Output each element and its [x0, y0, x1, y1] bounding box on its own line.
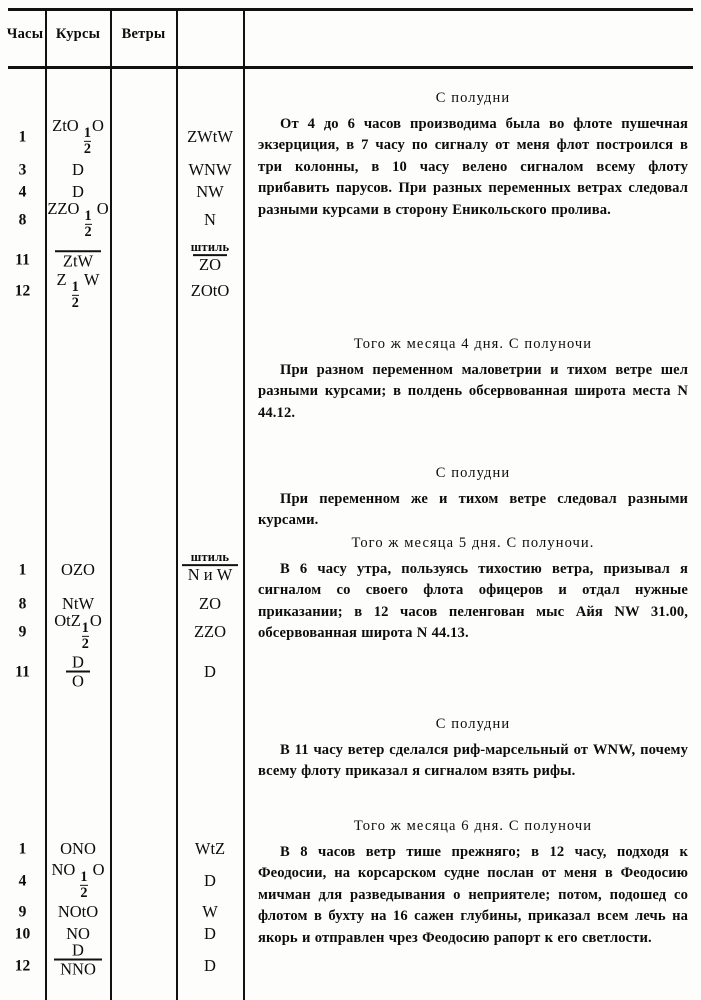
entry-body	[258, 559, 688, 645]
cell-course-value: ZtW	[55, 250, 101, 270]
entry-paragraph: От 4 до 6 часов производима была во флоте пушечная экзерциция, в 7 часу по сигналу от меня флот построился в три колонны, в 10 часу велено сигналом всему флоту прибавить парусов. При разных переменных ветрах следовал разными курсами в сторону Еникольского пролива.	[258, 116, 688, 218]
cell-hour: 12	[14, 282, 31, 300]
entry-body	[258, 842, 688, 949]
cell-hour: 12	[14, 957, 31, 975]
cell-wind: D	[204, 923, 216, 943]
cell-hour: 4	[18, 183, 27, 201]
cell-hour: 1	[18, 840, 27, 858]
narrative-column	[258, 0, 688, 1000]
cell-wind: ZO	[199, 593, 221, 613]
log-entry	[258, 535, 688, 645]
wind-calm-stack	[185, 241, 236, 274]
cell-hour: 4	[18, 872, 27, 890]
cell-wind-value: N и W	[182, 564, 239, 583]
cell-wind: W	[202, 901, 218, 921]
cell-course: ZZO $\frac{1}{2}$ O	[47, 198, 109, 240]
cell-wind	[177, 548, 243, 584]
course-stack-lower: NNO	[54, 959, 102, 978]
cell-wind	[177, 238, 243, 274]
cell-course: D	[72, 181, 84, 201]
entry-paragraph: В 8 часов ветр тише прежняго; в 12 часу, подходя к Феодосии, на корсарском судне послан от меня в Феодосию мичман для разведывания о неприятеле; потом, подошед со флотом в бухту на 16 сажен глубины, приказал всем лечь на якорь и отправлен чрез Феодосию рапорт к его светлости.	[258, 844, 688, 946]
entry-paragraph: При разном переменном маловетрии и тихом ветре шел разными курсами; в полдень обсервованная широта места N 44.12.	[258, 362, 688, 421]
cell-wind: ZWtW	[187, 126, 233, 146]
column-header-hours: Часы	[6, 26, 44, 42]
cell-hour: 1	[18, 128, 27, 146]
column-divider-courses	[110, 11, 112, 1000]
log-entry	[258, 818, 688, 949]
log-entry	[258, 90, 688, 221]
course-stack-upper: D	[72, 652, 84, 672]
entry-paragraph: В 6 часу утра, пользуясь тихостию ветра, призывал я сигналом со своего флота офицеров и отдал нужные приказании; в 12 часов пеленгован мыс Айя NW 31.00, обсервованная широта N 44.13.	[258, 561, 688, 642]
calm-label: штиль	[190, 550, 230, 565]
entry-heading: С полудни	[435, 716, 511, 732]
entry-body	[258, 114, 688, 221]
log-entry	[258, 716, 688, 783]
entry-body	[258, 360, 688, 424]
log-entry	[258, 465, 688, 532]
cell-wind: ZOtO	[190, 280, 230, 300]
entry-heading: С полудни	[435, 465, 511, 481]
entry-heading: Того ж месяца 4 дня. С полуночи	[353, 336, 593, 352]
cell-hour: 9	[18, 623, 27, 641]
column-header-winds: Ветры	[121, 26, 166, 42]
cell-course: ZtO $\frac{1}{2}$ O	[52, 115, 104, 157]
cell-course	[46, 942, 110, 979]
cell-wind: WtZ	[194, 838, 226, 858]
cell-hour: 10	[14, 925, 31, 943]
calm-label: штиль	[190, 240, 230, 255]
course-stack-lower: O	[66, 671, 90, 690]
course-stack	[66, 654, 90, 691]
cell-hour: 9	[18, 903, 27, 921]
cell-hour: 11	[15, 663, 30, 681]
entry-heading: Того ж месяца 5 дня. С полуночи.	[351, 535, 595, 551]
cell-hour: 1	[18, 561, 27, 579]
course-stack	[54, 942, 102, 979]
entry-paragraph: При переменном же и тихом ветре следовал разными курсами.	[258, 491, 688, 529]
entry-heading: Того ж месяца 6 дня. С полуночи	[353, 818, 593, 834]
entry-body	[258, 740, 688, 783]
cell-hour: 11	[15, 251, 30, 269]
cell-course: NOtO	[57, 901, 99, 921]
cell-course: OtZ $\frac{1}{2}$ O	[54, 610, 102, 652]
entry-paragraph: В 11 часу ветер сделался риф-марсельный от WNW, почему всему флоту приказал я сигналом взять рифы.	[258, 742, 688, 780]
cell-course: Z $\frac{1}{2}$ W	[56, 269, 100, 311]
cell-wind: N	[204, 209, 216, 229]
cell-course: ONO	[60, 838, 96, 858]
cell-wind: WNW	[188, 159, 232, 179]
cell-course	[46, 654, 110, 691]
column-divider-narrative	[243, 11, 245, 1000]
cell-hour: 8	[18, 595, 27, 613]
cell-course: NtW	[61, 593, 95, 613]
cell-course: NO $\frac{1}{2}$ O	[51, 859, 105, 901]
entry-body	[258, 489, 688, 532]
log-entry	[258, 336, 688, 424]
cell-wind: D	[204, 955, 216, 975]
cell-course: D	[72, 159, 84, 179]
cell-wind: NW	[196, 181, 224, 201]
cell-hour: 3	[18, 161, 27, 179]
cell-wind-value: ZO	[193, 254, 227, 273]
wind-calm-stack	[182, 551, 239, 584]
entry-heading: С полудни	[435, 90, 511, 106]
cell-course: OZO	[61, 559, 95, 579]
column-header-courses: Курсы	[55, 26, 101, 42]
cell-course	[46, 250, 110, 270]
cell-wind: ZZO	[193, 621, 227, 641]
cell-course: NO	[66, 923, 90, 943]
course-stack-upper: D	[72, 940, 84, 960]
cell-wind: D	[204, 661, 216, 681]
cell-hour: 8	[18, 211, 27, 229]
cell-wind: D	[204, 870, 216, 890]
